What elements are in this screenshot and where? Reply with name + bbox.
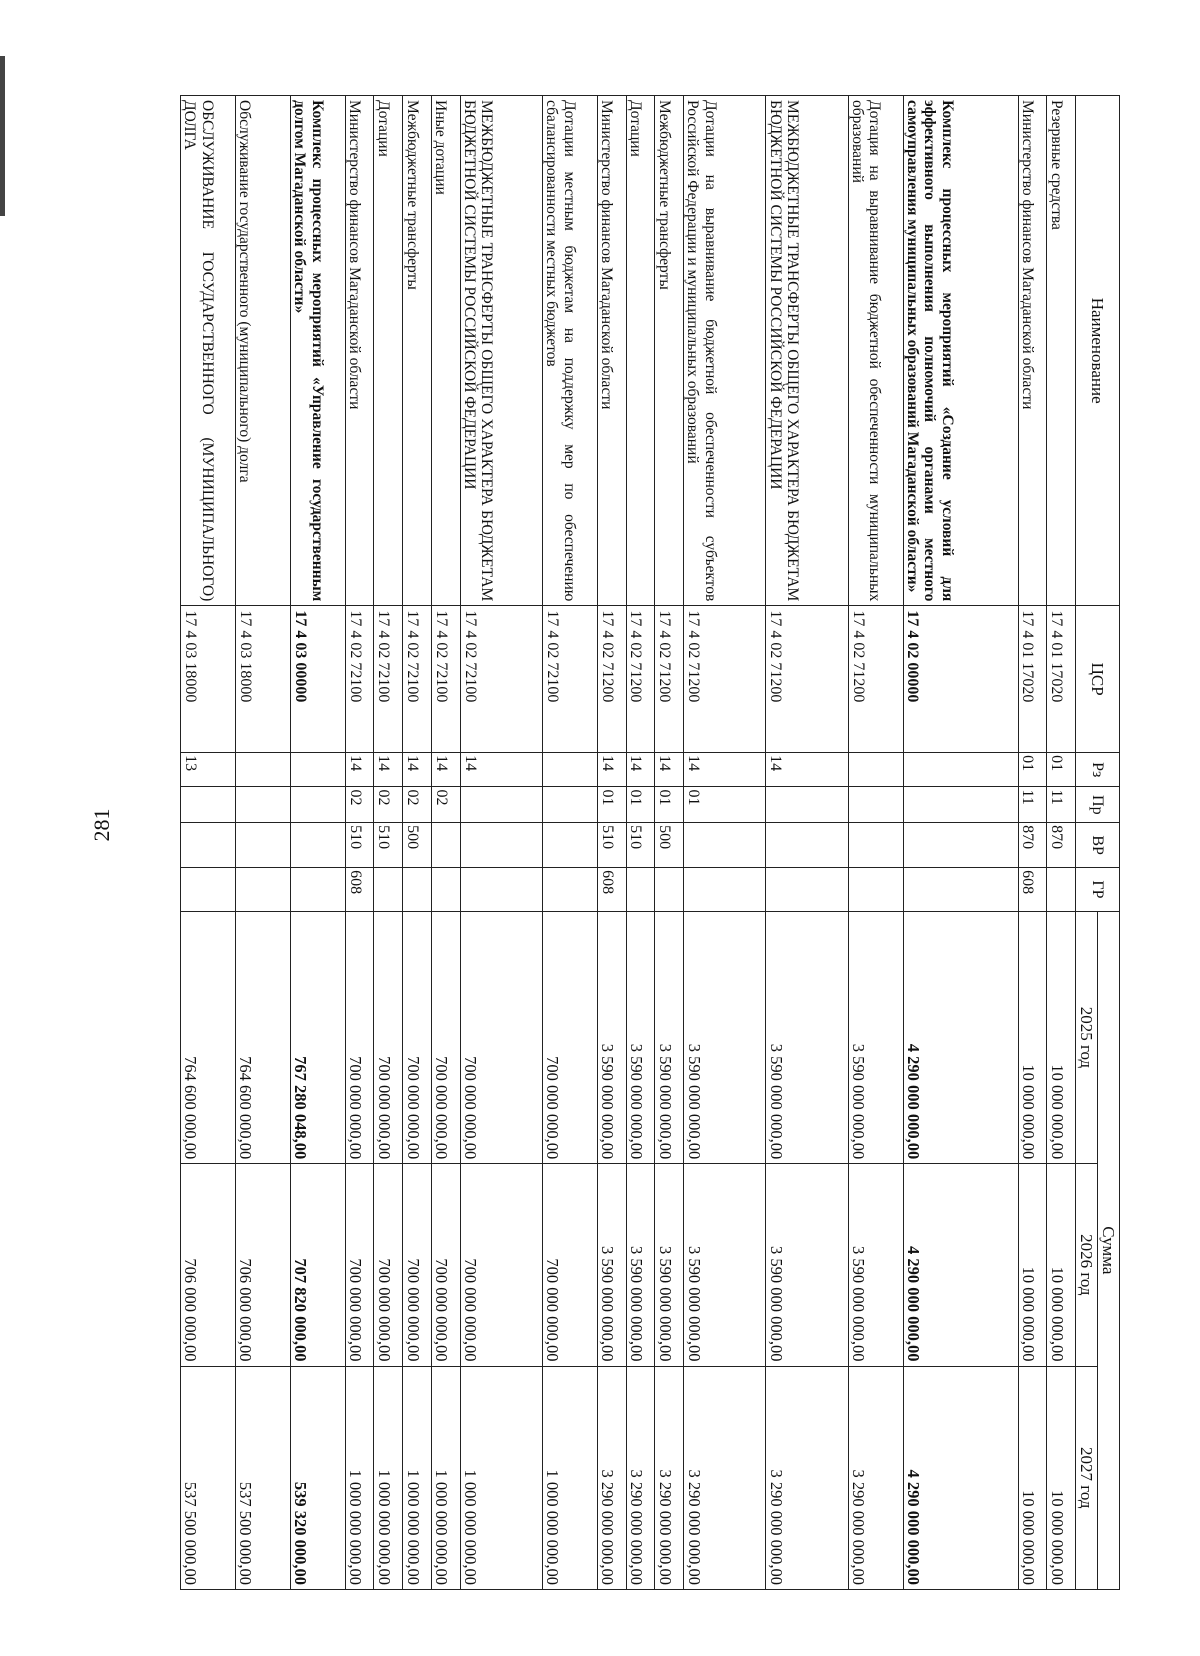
- row-amount-2026: 3 590 000 000,00: [626, 1164, 655, 1366]
- table-body: [181, 96, 1076, 1590]
- row-name: Межбюджетные трансферты: [403, 96, 432, 606]
- header-2025: 2025 год: [1076, 911, 1098, 1164]
- row-csr: 17 4 02 72100: [374, 606, 403, 753]
- row-csr: 17 4 02 00000: [903, 606, 1018, 753]
- row-amount-2027: 1 000 000 000,00: [460, 1366, 542, 1590]
- row-name: Комплекс процессных мероприятий «Создание условий для эффективного выполнения полномочий органами местного самоуправления муниципальных образований Магаданской области»: [903, 96, 1018, 606]
- row-gr: [374, 868, 403, 912]
- row-rz: [542, 753, 597, 787]
- row-amount-2027: 537 500 000,00: [181, 1366, 236, 1590]
- row-amount-2026: 10 000 000,00: [1018, 1164, 1047, 1366]
- row-amount-2025: 764 600 000,00: [181, 911, 236, 1164]
- row-pr: [460, 787, 542, 823]
- row-amount-2025: 764 600 000,00: [235, 911, 290, 1164]
- table-row: [403, 96, 432, 1590]
- row-name: Министерство финансов Магаданской области: [1018, 96, 1047, 606]
- row-csr: 17 4 02 72100: [403, 606, 432, 753]
- row-rz: 14: [374, 753, 403, 787]
- row-amount-2026: 3 590 000 000,00: [655, 1164, 684, 1366]
- header-csr: ЦСР: [1076, 606, 1120, 753]
- table-row: [374, 96, 403, 1590]
- row-amount-2026: 3 590 000 000,00: [766, 1164, 848, 1366]
- row-gr: [181, 868, 236, 912]
- row-pr: [542, 787, 597, 823]
- table-row: [848, 96, 903, 1590]
- row-pr: 01: [655, 787, 684, 823]
- row-amount-2027: 1 000 000 000,00: [403, 1366, 432, 1590]
- row-csr: 17 4 03 18000: [181, 606, 236, 753]
- row-amount-2025: 3 590 000 000,00: [626, 911, 655, 1164]
- row-pr: 01: [626, 787, 655, 823]
- row-name: Межбюджетные трансферты: [655, 96, 684, 606]
- header-2027: 2027 год: [1076, 1366, 1098, 1590]
- row-pr: 02: [374, 787, 403, 823]
- row-amount-2026: 700 000 000,00: [460, 1164, 542, 1366]
- row-amount-2025: 700 000 000,00: [460, 911, 542, 1164]
- row-csr: 17 4 02 72100: [431, 606, 460, 753]
- row-amount-2027: 537 500 000,00: [235, 1366, 290, 1590]
- row-gr: [403, 868, 432, 912]
- row-amount-2027: 1 000 000 000,00: [542, 1366, 597, 1590]
- row-vr: 510: [626, 823, 655, 868]
- row-csr: 17 4 03 18000: [235, 606, 290, 753]
- row-name: ОБСЛУЖИВАНИЕ ГОСУДАРСТВЕННОГО (МУНИЦИПАЛЬНОГО) ДОЛГА: [181, 96, 236, 606]
- row-pr: [290, 787, 345, 823]
- row-pr: [181, 787, 236, 823]
- row-gr: [235, 868, 290, 912]
- row-amount-2027: 10 000 000,00: [1047, 1366, 1076, 1590]
- table-row: [766, 96, 848, 1590]
- row-amount-2025: 700 000 000,00: [374, 911, 403, 1164]
- row-pr: [766, 787, 848, 823]
- row-vr: 870: [1018, 823, 1047, 868]
- row-gr: [903, 868, 1018, 912]
- row-vr: [181, 823, 236, 868]
- row-amount-2027: 3 290 000 000,00: [684, 1366, 766, 1590]
- table-row: [290, 96, 345, 1590]
- table-row: [684, 96, 766, 1590]
- table-row: [235, 96, 290, 1590]
- rotated-table-wrapper: [180, 95, 1120, 1590]
- scan-edge-mark: [0, 56, 5, 216]
- row-gr: [848, 868, 903, 912]
- row-name: Дотации на выравнивание бюджетной обеспеченности субъектов Российской Федерации и муниципальных образований: [684, 96, 766, 606]
- row-rz: [235, 753, 290, 787]
- row-pr: [848, 787, 903, 823]
- table-row: [431, 96, 460, 1590]
- row-amount-2027: 3 290 000 000,00: [655, 1366, 684, 1590]
- row-rz: 14: [431, 753, 460, 787]
- row-rz: 01: [1018, 753, 1047, 787]
- row-gr: [655, 868, 684, 912]
- row-rz: 01: [1047, 753, 1076, 787]
- row-pr: 11: [1047, 787, 1076, 823]
- row-vr: 870: [1047, 823, 1076, 868]
- row-rz: [848, 753, 903, 787]
- row-amount-2025: 10 000 000,00: [1018, 911, 1047, 1164]
- row-gr: [626, 868, 655, 912]
- row-amount-2026: 706 000 000,00: [235, 1164, 290, 1366]
- row-csr: 17 4 01 17020: [1047, 606, 1076, 753]
- row-gr: [460, 868, 542, 912]
- row-vr: 510: [345, 823, 374, 868]
- row-amount-2027: 1 000 000 000,00: [374, 1366, 403, 1590]
- row-vr: 510: [597, 823, 626, 868]
- row-csr: 17 4 02 71200: [766, 606, 848, 753]
- header-vr: ВР: [1076, 823, 1120, 868]
- row-rz: 14: [345, 753, 374, 787]
- row-amount-2026: 10 000 000,00: [1047, 1164, 1076, 1366]
- row-pr: [903, 787, 1018, 823]
- row-rz: 14: [766, 753, 848, 787]
- row-amount-2025: 3 590 000 000,00: [655, 911, 684, 1164]
- row-rz: [290, 753, 345, 787]
- row-vr: 510: [374, 823, 403, 868]
- row-amount-2026: 3 590 000 000,00: [848, 1164, 903, 1366]
- page-number: 281: [89, 808, 114, 842]
- row-name: Иные дотации: [431, 96, 460, 606]
- row-pr: 02: [403, 787, 432, 823]
- row-vr: [460, 823, 542, 868]
- table-row: [460, 96, 542, 1590]
- row-csr: 17 4 02 72100: [542, 606, 597, 753]
- row-pr: 02: [431, 787, 460, 823]
- row-csr: 17 4 03 00000: [290, 606, 345, 753]
- row-name: МЕЖБЮДЖЕТНЫЕ ТРАНСФЕРТЫ ОБЩЕГО ХАРАКТЕРА БЮДЖЕТАМ БЮДЖЕТНОЙ СИСТЕМЫ РОССИЙСКОЙ ФЕДЕРАЦИИ: [460, 96, 542, 606]
- row-amount-2027: 4 290 000 000,00: [903, 1366, 1018, 1590]
- row-name: Дотации: [374, 96, 403, 606]
- row-vr: [684, 823, 766, 868]
- row-amount-2025: 3 590 000 000,00: [684, 911, 766, 1164]
- header-sum: Сумма: [1098, 911, 1120, 1589]
- row-pr: [235, 787, 290, 823]
- row-rz: 14: [626, 753, 655, 787]
- row-amount-2027: 3 290 000 000,00: [597, 1366, 626, 1590]
- row-csr: 17 4 02 71200: [848, 606, 903, 753]
- row-amount-2026: 700 000 000,00: [431, 1164, 460, 1366]
- row-gr: 608: [345, 868, 374, 912]
- row-vr: [848, 823, 903, 868]
- row-rz: [903, 753, 1018, 787]
- row-gr: [766, 868, 848, 912]
- row-name: Дотации: [626, 96, 655, 606]
- row-amount-2026: 700 000 000,00: [403, 1164, 432, 1366]
- row-vr: [542, 823, 597, 868]
- table-row: [345, 96, 374, 1590]
- row-csr: 17 4 02 71200: [626, 606, 655, 753]
- budget-table: [180, 95, 1120, 1590]
- row-name: Дотации местным бюджетам на поддержку мер по обеспечению сбалансированности местных бюджетов: [542, 96, 597, 606]
- row-amount-2025: 700 000 000,00: [403, 911, 432, 1164]
- row-amount-2026: 700 000 000,00: [345, 1164, 374, 1366]
- row-pr: 02: [345, 787, 374, 823]
- row-name: Министерство финансов Магаданской области: [345, 96, 374, 606]
- row-amount-2027: 3 290 000 000,00: [626, 1366, 655, 1590]
- row-rz: 14: [597, 753, 626, 787]
- row-name: Дотация на выравнивание бюджетной обеспеченности муниципальных образований: [848, 96, 903, 606]
- header-name: Наименование: [1076, 96, 1120, 606]
- row-vr: [766, 823, 848, 868]
- row-pr: 01: [684, 787, 766, 823]
- row-amount-2026: 3 590 000 000,00: [684, 1164, 766, 1366]
- table-row: [1018, 96, 1047, 1590]
- header-rz: Рз: [1076, 753, 1120, 787]
- row-gr: [1047, 868, 1076, 912]
- row-amount-2025: 3 590 000 000,00: [848, 911, 903, 1164]
- table-row: [626, 96, 655, 1590]
- row-name: МЕЖБЮДЖЕТНЫЕ ТРАНСФЕРТЫ ОБЩЕГО ХАРАКТЕРА БЮДЖЕТАМ БЮДЖЕТНОЙ СИСТЕМЫ РОССИЙСКОЙ ФЕДЕРАЦИИ: [766, 96, 848, 606]
- row-name: Комплекс процессных мероприятий «Управление государственным долгом Магаданской области»: [290, 96, 345, 606]
- header-pr: Пр: [1076, 787, 1120, 823]
- row-name: Резервные средства: [1047, 96, 1076, 606]
- row-rz: 14: [655, 753, 684, 787]
- header-2026: 2026 год: [1076, 1164, 1098, 1366]
- row-vr: [290, 823, 345, 868]
- row-amount-2027: 1 000 000 000,00: [431, 1366, 460, 1590]
- row-gr: [684, 868, 766, 912]
- row-gr: [542, 868, 597, 912]
- row-amount-2026: 707 820 000,00: [290, 1164, 345, 1366]
- row-amount-2025: 700 000 000,00: [542, 911, 597, 1164]
- row-rz: 13: [181, 753, 236, 787]
- row-amount-2027: 10 000 000,00: [1018, 1366, 1047, 1590]
- row-csr: 17 4 02 71200: [655, 606, 684, 753]
- row-amount-2025: 700 000 000,00: [345, 911, 374, 1164]
- table-row: [1047, 96, 1076, 1590]
- row-amount-2026: 4 290 000 000,00: [903, 1164, 1018, 1366]
- row-csr: 17 4 01 17020: [1018, 606, 1047, 753]
- row-gr: [290, 868, 345, 912]
- header-gr: ГР: [1076, 868, 1120, 912]
- row-gr: 608: [1018, 868, 1047, 912]
- table-header: [1076, 96, 1120, 1590]
- row-amount-2025: 4 290 000 000,00: [903, 911, 1018, 1164]
- row-amount-2026: 700 000 000,00: [374, 1164, 403, 1366]
- row-pr: 01: [597, 787, 626, 823]
- row-vr: [903, 823, 1018, 868]
- row-amount-2025: 700 000 000,00: [431, 911, 460, 1164]
- row-pr: 11: [1018, 787, 1047, 823]
- row-rz: 14: [684, 753, 766, 787]
- table-row: [903, 96, 1018, 1590]
- table-row: [655, 96, 684, 1590]
- table-row: [597, 96, 626, 1590]
- row-csr: 17 4 02 71200: [597, 606, 626, 753]
- row-gr: 608: [597, 868, 626, 912]
- row-amount-2025: 767 280 048,00: [290, 911, 345, 1164]
- row-amount-2027: 3 290 000 000,00: [766, 1366, 848, 1590]
- row-vr: 500: [403, 823, 432, 868]
- row-amount-2026: 3 590 000 000,00: [597, 1164, 626, 1366]
- row-amount-2025: 3 590 000 000,00: [597, 911, 626, 1164]
- row-rz: 14: [460, 753, 542, 787]
- row-name: Министерство финансов Магаданской области: [597, 96, 626, 606]
- row-rz: 14: [403, 753, 432, 787]
- row-amount-2025: 3 590 000 000,00: [766, 911, 848, 1164]
- row-amount-2027: 1 000 000 000,00: [345, 1366, 374, 1590]
- row-amount-2027: 539 320 000,00: [290, 1366, 345, 1590]
- row-csr: 17 4 02 72100: [460, 606, 542, 753]
- row-vr: [235, 823, 290, 868]
- row-name: Обслуживание государственного (муниципального) долга: [235, 96, 290, 606]
- row-vr: [431, 823, 460, 868]
- row-csr: 17 4 02 71200: [684, 606, 766, 753]
- table-row: [181, 96, 236, 1590]
- row-amount-2025: 10 000 000,00: [1047, 911, 1076, 1164]
- row-amount-2026: 706 000 000,00: [181, 1164, 236, 1366]
- row-gr: [431, 868, 460, 912]
- row-vr: 500: [655, 823, 684, 868]
- row-amount-2027: 3 290 000 000,00: [848, 1366, 903, 1590]
- table-row: [542, 96, 597, 1590]
- row-amount-2026: 700 000 000,00: [542, 1164, 597, 1366]
- row-csr: 17 4 02 72100: [345, 606, 374, 753]
